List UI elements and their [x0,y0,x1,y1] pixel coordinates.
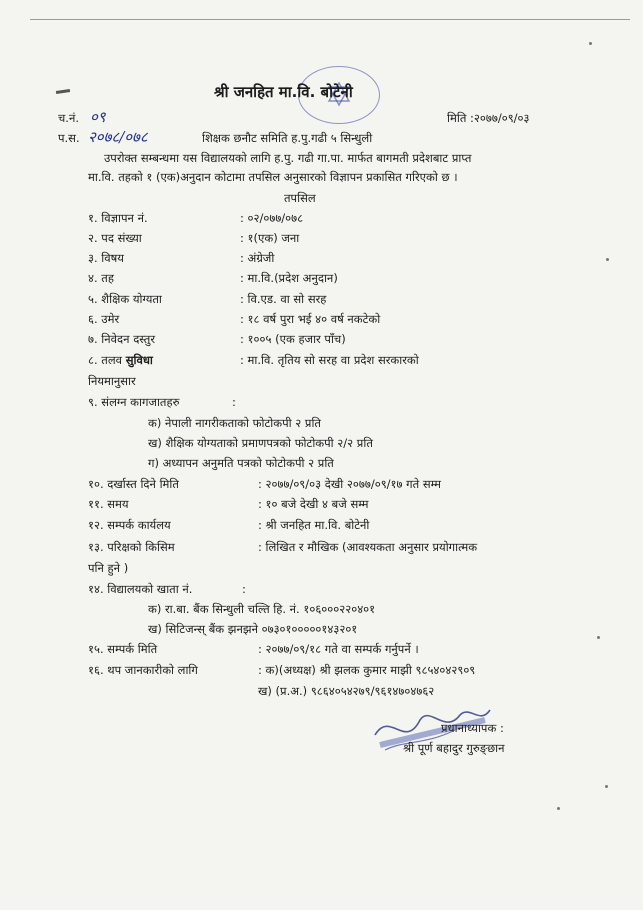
detail-label: १. विज्ञापन नं. [88,211,148,225]
detail-label: २. पद संख्या [88,231,142,245]
detail-label: १०. दर्खास्त दिने मिति [88,477,179,491]
detail-value: : लिखित र मौखिक (आवश्यकता अनुसार प्रयोगात्मक [258,540,478,554]
detail-label: ६. उमेर [88,312,120,326]
detail-value: : वि.एड. वा सो सरह [240,292,327,306]
speck [557,807,560,810]
detail-label: ४. तह [88,271,114,285]
contact-date-value: : २०७७/०९/१८ गते वा सम्पर्क गर्नुपर्ने । [258,642,419,656]
letter-no-label: प.स. [58,131,80,145]
intro-line-2: मा.वि. तहको १ (एक)अनुदान कोटामा तपसिल अनुसारको विज्ञापन प्रकासित गरिएको छ । [88,170,458,184]
school-title: श्री जनहित मा.वि. बोटेनी [214,83,353,101]
detail-label: ३. विषय [88,251,124,265]
detail-label: १३. परिक्षको किसिम [88,540,175,554]
letter-no-value: २०७८/०७८ [88,128,148,146]
detail-value: : २०७७/०९/०३ देखी २०७७/०९/१७ गते सम्म [258,477,441,491]
section-heading: तपसिल [284,191,316,205]
detail-label: ७. निवेदन दस्तुर [88,332,156,346]
signature-name: श्री पूर्ण बहादुर गुरुङ्छान [403,741,505,755]
ref-no-label: च.नं. [58,111,79,125]
detail-value: : १(एक) जना [240,231,300,245]
exam-cont: पनि हुने ) [88,561,129,575]
salary-label-text: ८. तलव [88,353,126,367]
more-info-label: १६. थप जानकारीको लागि [88,663,198,677]
detail-value: : १८ वर्ष पुरा भई ४० वर्ष नकटेको [240,312,381,326]
top-rule [30,19,630,20]
attachments-label: ९. संलग्न कागजातहरु [88,395,180,409]
speck [605,785,608,788]
salary-value: : मा.वि. तृतिय सो सरह वा प्रदेश सरकारको [240,353,419,367]
detail-label: ५. शैक्षिक योग्यता [88,292,162,306]
bank-account: ख) सिटिजन्स् बैंक झनझने ०७३०१०००००१४३२०१ [148,622,358,636]
bank-account: क) रा.बा. बैंक सिन्धुली चल्ति हि. नं. १०६०००२२०४०१ [148,602,376,616]
speck [606,258,609,261]
detail-value: : श्री जनहित मा.वि. बोटेनी [258,518,370,532]
attachments-colon: : [232,395,236,409]
detail-label: ११. समय [88,497,129,511]
more-info-value-2: ख) (प्र.अ.) ९८६४०५४२७९/९६१४७०४७६२ [258,684,435,698]
detail-value: : १००५ (एक हजार पाँच) [240,332,346,346]
signature-role: प्रधानाध्यापक : [441,721,504,735]
date: मिति :२०७७/०९/०३ [447,111,530,125]
intro-line-1: उपरोक्त सम्बन्धमा यस विद्यालयको लागि ह.पु. गढी गा.पा. मार्फत बागमती प्रदेशबाट प्राप्त [104,151,472,165]
salary-label-bold: सुविधा [125,353,153,367]
salary-label [88,353,153,368]
contact-date-label: १५. सम्पर्क मिति [88,642,158,656]
committee-line: शिक्षक छनौट समिति ह.पु.गढी ५ सिन्धुली [202,131,373,145]
salary-cont: नियमानुसार [88,374,136,388]
bank-colon: : [242,582,246,596]
detail-value: : अंग्रेजी [240,251,275,265]
more-info-value: : क)(अध्यक्ष) श्री झलक कुमार माझी ९८५४०४२९०९ [258,663,476,677]
attachment-item: क) नेपाली नागरीकताको फोटोकपी २ प्रति [148,416,321,430]
attachment-item: ग) अध्यापन अनुमति पत्रको फोटोकपी २ प्रति [148,456,334,470]
speck [589,42,592,45]
detail-label: १२. सम्पर्क कार्यलय [88,518,171,532]
speck [597,636,600,639]
detail-value: : ०२/०७७/०७८ [240,211,304,225]
bank-label: १४. विद्यालयको खाता नं. [88,582,193,596]
detail-value: : मा.वि.(प्रदेश अनुदान) [240,271,338,285]
detail-value: : १० बजे देखी ४ बजे सम्म [258,497,369,511]
attachment-item: ख) शैक्षिक योग्यताको प्रमाणपत्रको फोटोकपी २/२ प्रति [148,436,373,450]
ref-no-value: ०९ [90,108,106,126]
pen-mark [56,89,70,94]
